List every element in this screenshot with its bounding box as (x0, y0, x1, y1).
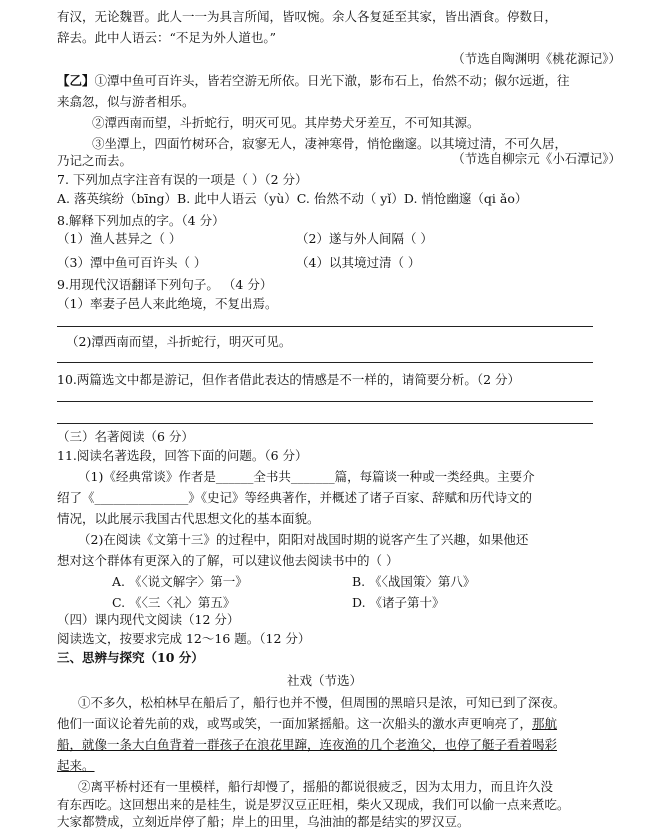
passage-a-line: 辞去。此中人语云：“不足为外人道也。” (57, 30, 277, 45)
question-7-stem: 7. 下列加点字注音有误的一项是（ ）（2 分） (57, 172, 308, 187)
question-7-options: A. 落英缤纷（bīng）B. 此中人语云（yù）C. 佁然不动（ yǐ）D. 悄怆幽邃（qi ǎo） (57, 191, 528, 206)
question-8-item: （1）渔人甚异之（ ） (57, 231, 182, 246)
passage-line: ②离平桥村还有一里模样，船行却慢了，摇船的都说很疲乏，因为太用力，而且许久没 (78, 779, 554, 794)
section-instruction: 阅读选文，按要求完成 12～16 题。（12 分） (57, 631, 311, 646)
section-heading: （四）课内现代文阅读（12 分） (57, 612, 240, 627)
question-11-text: 想对这个群体有更深入的了解，可以建议他去阅读书中的（ ） (57, 553, 399, 568)
question-10-stem: 10.两篇选文中都是游记，但作者借此表达的情感是不一样的，请简要分析。（2 分） (57, 372, 521, 387)
answer-line (57, 423, 593, 424)
answer-line (57, 401, 593, 402)
answer-line (57, 326, 593, 327)
question-9-sentence: （1）率妻子邑人来此绝境，不复出焉。 (57, 296, 278, 311)
question-8-stem: 8.解释下列加点的字。（4 分） (57, 213, 225, 228)
passage-a-line: 有汉，无论魏晋。此人一一为具言所闻，皆叹惋。余人各复延至其家，皆出酒食。停数日， (57, 9, 558, 24)
option-c: C. 《〈三〈礼〉第五》 (112, 595, 236, 610)
passage-b-line: 乃记之而去。 (57, 153, 133, 168)
option-a: A. 《〈说文解字〉第一》 (112, 574, 248, 589)
question-11-text: （1)《经典常谈》作者是______全书共_______篇，每篇谈一种或一类经典。主要介 (78, 469, 535, 484)
passage-b-source: （节选自柳宗元《小石潭记》） (452, 151, 621, 166)
question-11-text: 绍了《_______________》《史记》等经典著作，并概述了诸子百家、辞赋和历代诗文的 (57, 490, 533, 505)
passage-line: 有东西吃。这回想出来的是桂生，说是罗汉豆正旺相，柴火又现成，我们可以偷一点来煮吃。 (57, 797, 570, 812)
passage-b-text: ①潭中鱼可百许头，皆若空游无所依。日光下澈，影布石上，佁然不动；俶尔远逝，往 (94, 73, 570, 88)
question-11-stem: 11.阅读名著选段，回答下面的问题。（6 分） (57, 448, 308, 463)
passage-line: ①不多久，松柏林早在船后了，船行也并不慢，但周围的黑暗只是浓，可知已到了深夜。 (78, 695, 566, 710)
passage-b-line: 来翕忽，似与游者相乐。 (57, 94, 195, 109)
option-b: B. 《〈战国策〉第八》 (352, 574, 476, 589)
answer-line (57, 362, 593, 363)
question-11-text: 情况，以此展示我国古代思想文化的基本面貌。 (57, 511, 320, 526)
question-8-item: （3）潭中鱼可百许头（ ） (57, 255, 207, 270)
underlined-text: 船，就像一条大白鱼背着一群孩子在浪花里蹿，连夜渔的几个老渔父，也停了艇子看着喝彩 (57, 737, 558, 752)
section-heading: （三）名著阅读（6 分） (57, 429, 194, 444)
passage-line: 大家都赞成，立刻近岸停了船；岸上的田里，乌油油的都是结实的罗汉豆。 (57, 814, 470, 829)
underlined-text: 那航 (532, 716, 558, 731)
question-9-stem: 9.用现代汉语翻译下列句子。 （4 分） (57, 277, 273, 292)
passage-a-source: （节选自陶渊明《桃花源记》） (452, 51, 621, 66)
question-9-sentence: （2)潭西南而望，斗折蛇行，明灭可见。 (66, 334, 292, 349)
passage-text: 他们一面议论着先前的戏，或骂或笑，一面加紧摇船。这一次船头的激水声更响亮了， (57, 716, 533, 731)
passage-line (57, 715, 557, 733)
passage-b-label: 【乙】 (57, 73, 95, 88)
section-heading: 三、思辨与探究（10 分） (57, 650, 204, 665)
underlined-text: 起来。 (57, 758, 95, 773)
passage-b-line: ③坐潭上，四面竹树环合，寂寥无人，凄神寒骨，悄怆幽邃。以其境过清，不可久居， (92, 136, 568, 151)
question-8-item: （4）以其境过清（ ） (296, 255, 421, 270)
passage-title: 社戏（节选） (286, 673, 362, 688)
question-11-text: （2)在阅读《文第十三》的过程中，阳阳对战国时期的说客产生了兴趣，如果他还 (78, 532, 529, 547)
passage-b-paragraph (57, 72, 570, 90)
question-8-item: （2）遂与外人间隔（ ） (296, 231, 433, 246)
passage-b-line: ②潭西南而望，斗折蛇行，明灭可见。其岸势犬牙差互，不可知其源。 (92, 115, 480, 130)
option-d: D. 《诸子第十》 (352, 595, 445, 610)
